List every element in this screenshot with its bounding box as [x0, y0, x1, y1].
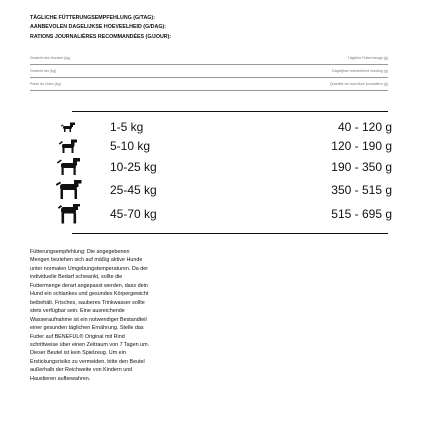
large-dog-icon [50, 180, 94, 200]
weight-range: 5-10 kg [110, 139, 151, 153]
instruction-line: außerhalb der Reichweite von Kindern und [30, 367, 133, 374]
instruction-line: schrittweise über einen Zeitraum von 7 Tagen um. [30, 341, 150, 348]
daily-amount-label: Quantité de nourriture journalière (g) [329, 82, 388, 86]
daily-amount-label: Tägliche Futtermenge (g) [347, 56, 388, 60]
tiny-dog-icon [50, 117, 94, 137]
small-dog-icon [50, 136, 94, 156]
daily-amount: 120 - 190 g [331, 139, 392, 153]
feeding-instructions [30, 248, 390, 383]
heading-nl: AANBEVOLEN DAGELIJKSE HOEVEELHEID (G/DAG): [30, 24, 166, 30]
instruction-line: Futter auf BENEFUL® Original mit Rind [30, 333, 125, 340]
instruction-line: einer gesunden täglichen Ernährung. Stelle das [30, 325, 144, 332]
weight-range: 1-5 kg [110, 120, 144, 134]
instruction-line: Futtermenge derart angepasst werden, dass dein [30, 282, 148, 289]
dog-weight-label: Poids du chien (kg) [30, 82, 61, 86]
instruction-line: stets verfügbar sein. Eine ausreichende [30, 308, 125, 315]
instruction-line: beibehält. Frisches, sauberes Trinkwasser sollte [30, 299, 145, 306]
instruction-line: Fütterungsempfehlung: Die angegebenen [30, 249, 130, 255]
instruction-line: Erstickungsrisiko zu vermeiden, bitte den Beutel [30, 358, 145, 365]
table-row [50, 157, 392, 177]
dog-weight-label: Gewicht der (kg) [30, 69, 57, 73]
table-row [50, 117, 392, 137]
heading-de: TÄGLICHE FÜTTERUNGSEMPFEHLUNG (G/TAG): [30, 15, 155, 21]
giant-dog-icon [50, 204, 94, 224]
table-bottom-rule [72, 233, 388, 234]
heading-fr: RATIONS JOURNALIÈRES RECOMMANDÉES (G/JOUR): [30, 34, 172, 40]
daily-amount: 40 - 120 g [337, 120, 392, 134]
divider [30, 77, 388, 78]
daily-amount-label: Dagelijkse hoeveelheid voeding (g) [332, 69, 388, 73]
table-row [50, 204, 392, 224]
instruction-line: Haustieren aufbewahren. [30, 375, 91, 382]
weight-range: 10-25 kg [110, 160, 157, 174]
daily-amount: 350 - 515 g [331, 183, 392, 197]
instruction-line: Mengen beziehen sich auf mäßig aktive Hunde [30, 257, 143, 264]
instruction-line: individuelle Bedarf schwankt, sollte die [30, 274, 123, 281]
instruction-line: Dieser Beutel ist kein Spielzeug. Um ein [30, 350, 126, 357]
table-row [50, 136, 392, 156]
instruction-line: Hund ein schlankes und gesundes Körpergewicht [30, 291, 149, 298]
weight-range: 45-70 kg [110, 207, 157, 221]
divider [30, 90, 388, 91]
weight-range: 25-45 kg [110, 183, 157, 197]
medium-dog-icon [50, 157, 94, 177]
instruction-line: unter normalen Umgebungstemperaturen. Da der [30, 265, 149, 272]
table-row [50, 180, 392, 200]
divider [30, 64, 388, 65]
instruction-line: Wasseraufnahme ist ein notwendiger Bestandteil [30, 316, 147, 323]
daily-amount: 515 - 695 g [331, 207, 392, 221]
dog-weight-label: Gewicht des Hundes (kg) [30, 56, 71, 60]
table-top-rule [72, 111, 388, 112]
daily-amount: 190 - 350 g [331, 160, 392, 174]
